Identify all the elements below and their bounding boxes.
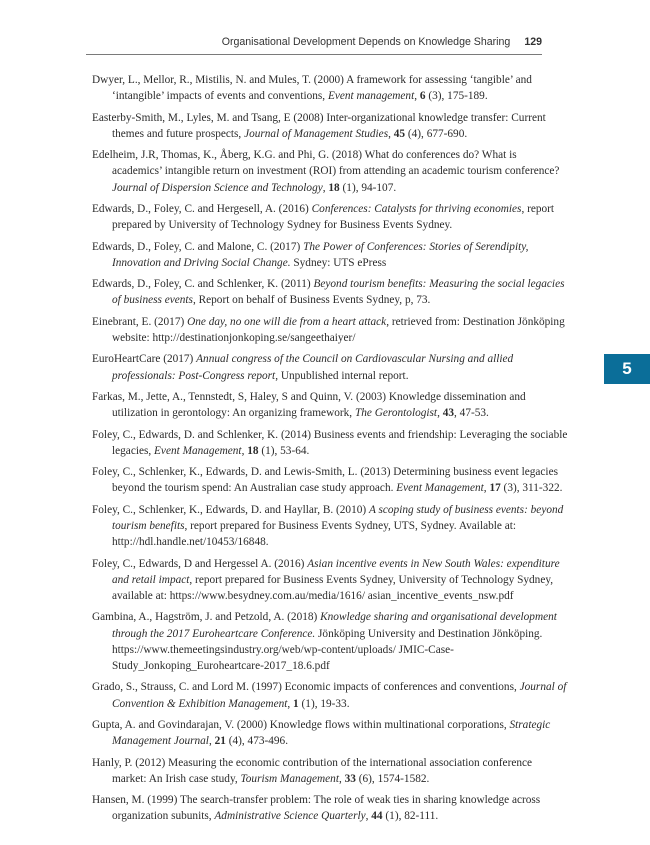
reference-entry: Einebrant, E. (2017) One day, no one will die from a heart attack, retrieved from: Destination Jönköping website: http://destinationjonkoping.se/sangeethaiyer/ (92, 315, 565, 344)
reference-entry: Gupta, A. and Govindarajan, V. (2000) Knowledge flows within multinational corporations, Strategic Management Journal, 21 (4), 473-496. (92, 718, 551, 748)
reference-entry: Grado, S., Strauss, C. and Lord M. (1997) Economic impacts of conferences and conventions, Journal of Convention & Exhibition Management, 1 (1), 19-33. (92, 681, 567, 710)
reference-entry: Gambina, A., Hagström, J. and Petzold, A. (2018) Knowledge sharing and organisational development through the 2017 Euroheartcare Conference. Jönköping University and Destination Jönköping. https://www.themeetingsindustry.org/web/wp-content/uploads/ JMIC-Case-Study_Jonkoping_Euroheartcare-2017_18.6.pdf (92, 611, 557, 672)
reference-entry: Foley, C., Schlenker, K., Edwards, D. and Lewis-Smith, L. (2013) Determining business event legacies beyond the tourism spend: An Australian case study approach. Event Management, 17 (3), 311-322. (92, 466, 563, 495)
running-title: Organisational Development Depends on Knowledge Sharing (221, 36, 511, 48)
reference-entry: Dwyer, L., Mellor, R., Mistilis, N. and Mules, T. (2000) A framework for assessing ‘tangible’ and ‘intangible’ impacts of events and conventions, Event management, 6 (3), 175-189. (92, 74, 532, 103)
reference-entry: Edwards, D., Foley, C. and Hergesell, A. (2016) Conferences: Catalysts for thriving economies, report prepared by University of Technology Sydney for Business Events Sydney. (92, 202, 555, 232)
running-header (0, 36, 542, 48)
reference-entry: Foley, C., Schlenker, K., Edwards, D. and Hayllar, B. (2010) A scoping study of business events: beyond tourism benefits, report prepared for Business Events Sydney, UTS, Sydney. Available at: http://hdl.handle.net/10453/16848. (92, 503, 564, 549)
chapter-tab: 5 (604, 354, 650, 384)
page-number: 129 (524, 36, 542, 48)
reference-entry: Foley, C., Edwards, D and Hergessel A. (2016) Asian incentive events in New South Wales: expenditure and retail impact, report prepared for Business Events Sydney, University of Technology Sydney, available at: https://www.besydney.com.au/media/1616/ asian_incentive_events_nsw.pdf (92, 557, 560, 602)
reference-entry: EuroHeartCare (2017) Annual congress of the Council on Cardiovascular Nursing and allied professionals: Post-Congress report, Unpublished internal report. (92, 353, 514, 382)
header-rule (86, 54, 542, 55)
reference-entry: Farkas, M., Jette, A., Tennstedt, S, Haley, S and Quinn, V. (2003) Knowledge dissemination and utilization in gerontology: An organizing framework, The Gerontologist, 43, 47-53. (92, 390, 526, 420)
reference-entry: Hansen, M. (1999) The search-transfer problem: The role of weak ties in sharing knowledge across organization subunits, Administrative Science Quarterly, 44 (1), 82-111. (92, 794, 541, 823)
reference-entry: Edelheim, J.R, Thomas, K., Åberg, K.G. and Phi, G. (2018) What do conferences do? What is academics’ intangible return on investment (ROI) from attending an academic tourism conference? Journal of Dispersion Science and Technology, 18 (1), 94-107. (92, 149, 560, 194)
reference-entry: Easterby-Smith, M., Lyles, M. and Tsang, E (2008) Inter-organizational knowledge transfer: Current themes and future prospects, Journal of Management Studies, 45 (4), 677-690. (92, 111, 546, 140)
reference-entry: Foley, C., Edwards, D. and Schlenker, K. (2014) Business events and friendship: Leveraging the sociable legacies, Event Management, 18 (1), 53-64. (92, 428, 568, 457)
reference-entry: Hanly, P. (2012) Measuring the economic contribution of the international association conference market: An Irish case study, Tourism Management, 33 (6), 1574-1582. (92, 756, 533, 785)
reference-list (92, 72, 568, 830)
reference-entry: Edwards, D., Foley, C. and Malone, C. (2017) The Power of Conferences: Stories of Serendipity, Innovation and Driving Social Change. Sydney: UTS ePress (92, 240, 529, 269)
reference-entry: Edwards, D., Foley, C. and Schlenker, K. (2011) Beyond tourism benefits: Measuring the social legacies of business events, Report on behalf of Business Events Sydney, p, 73. (92, 278, 565, 307)
